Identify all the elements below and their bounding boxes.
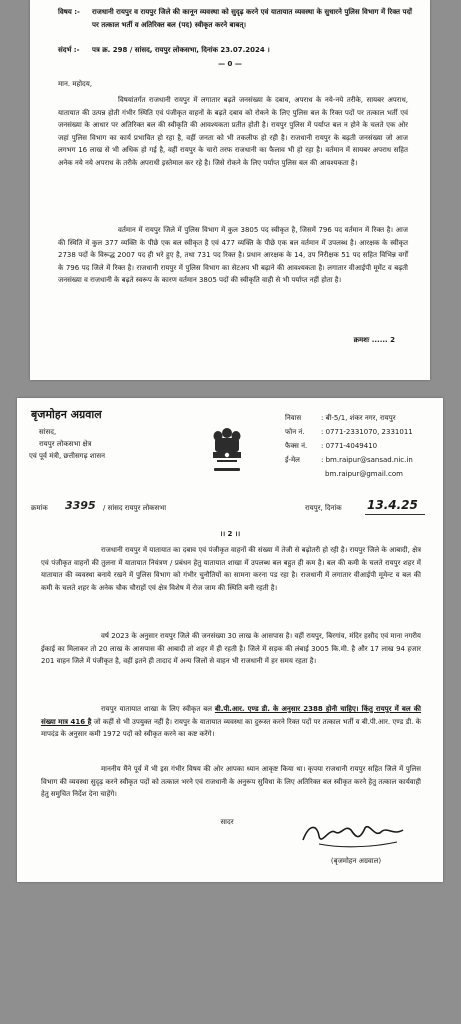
- subject-text: राजधानी रायपुर व रायपुर जिले की कानून व्यवस्था को सुदृढ़ करने एवं यातायात व्यवस्था के सुधारने पुलिस विभाग में रिक्त पदों पर तत्काल भर्ती व अतिरिक्त बल (पद) स्वीकृत करने बाबत्।: [92, 8, 412, 29]
- paragraph-2: वर्ष 2023 के अनुसार रायपुर जिले की जनसंख्या 30 लाख के आसपास है। वहीं रायपुर, बिरगांव, मंदिर हसौद एवं माना नगरीय ईकाई का मिलाकर तो 20 लाख के आसपास की आबादी तो शहर में ही रहती है। जिले में सड़क की लंबाई 3005 कि.मी. है और 17 लाख 94 हजार 201 वाहन जिले में पंजीकृत है, वहीं इतने ही तादाद में अन्य जिलों से वाहन भी राजधानी में हर समय रहता है।: [41, 632, 421, 665]
- handwritten-signature: [299, 818, 407, 854]
- letter-page-2: [17, 398, 443, 882]
- national-emblem-icon: [209, 424, 245, 480]
- contact-label-phone: फोन नं.: [285, 428, 305, 436]
- ref-number-label: क्रमांक: [31, 504, 48, 512]
- contact-value-phone: : 0771-2331070, 2331011: [321, 428, 413, 436]
- paragraph-3-part-a: रायपुर यातायात शाखा के लिए स्वीकृत बल: [101, 705, 215, 713]
- contact-value-residence: : बी-5/1, शंकर नगर, रायपुर: [321, 414, 396, 422]
- date-underline: [365, 514, 425, 515]
- contact-value-email: : bm.raipur@sansad.nic.in: [321, 456, 413, 464]
- closing: सादर: [220, 818, 234, 826]
- paragraph-1: राजधानी रायपुर में यातायात का दबाव एवं पंजीकृत वाहनों की संख्या में तेजी से बढ़ोतरी हो रही है। रायपुर जिले के आबादी, क्षेत्र एवं पंजीकृत वाहनों की तुलना में यातायात नियंत्रण / प्रबंधन हेतु यातायात शाखा में उपलब्ध बल बहुत ही कम है। बल की कमी के चलते रायपुर शहर में यातायात की व्यवस्था बनाये रखने में पुलिस विभाग को गंभीर चुनौतियों का सामना करना पड रहा है। राजधानी में लगातार वीआईपी मूमेन्ट व बल की कमी के चलते शहर के अनेक चौक चौराहों एवं क्षेत्र विशेष में रोज जाम की स्थिति बनी रहती है।: [41, 546, 421, 592]
- sender-title-1: सांसद,: [39, 428, 57, 436]
- ref-number: 3395: [65, 499, 96, 512]
- reference-label: संदर्भ :-: [58, 46, 80, 54]
- salutation: मान. महोदय,: [58, 80, 93, 88]
- paragraph-3-highlight: बी.पी.आर. एण्ड डी. के अनुसार 2388 होनी चाहिए। किंतु रायपुर में बल की संख्या मात्र 416 है: [41, 705, 421, 726]
- contact-value-email-2: bm.raipur@gmail.com: [325, 470, 403, 478]
- subject-label: विषय :-: [58, 8, 80, 16]
- sender-title-3: एवं पूर्व मंत्री, छत्तीसगढ़ शासन: [29, 452, 105, 460]
- contact-label-email: ई-मेल: [285, 456, 300, 464]
- paragraph-4: माननीय मैंने पूर्व में भी इस गंभीर विषय की ओर आपका ध्यान आकृष्ट किया था। कृपया राजधानी रायपुर सहित जिले में पुलिस विभाग की व्यवस्था सुदृढ़ करने स्वीकृत पदों को तत्काल भरने एवं राजधानी के अनुरूप सुविधा के लिए अतिरिक्त बल स्वीकृत करने हेतु तत्काल कार्यवाही हेतु समुचित निर्देश देना चाहेंगे।: [41, 765, 421, 798]
- contact-label-residence: निवास: [285, 414, 302, 422]
- page-marker: ।। 2 ।।: [219, 530, 241, 538]
- place-date-label: रायपुर, दिनांक: [305, 504, 342, 512]
- contact-value-fax: : 0771-4049410: [321, 442, 378, 450]
- reference-text: पत्र क्र. 298 / सांसद, रायपुर लोकसभा, दिनांक 23.07.2024 ।: [92, 46, 270, 54]
- signer-name: (बृजमोहन अग्रवाल): [330, 857, 382, 865]
- paragraph-2: वर्तमान में रायपुर जिले में पुलिस विभाग में कुल 3805 पद स्वीकृत है, जिसमें 796 पद वर्तमान में रिक्त है। आज की स्थिति में कुल 377 व्यक्ति के पीछे एक बल स्वीकृत है एवं 477 व्यक्ति के पीछे एक बल वर्तमान में उपलब्ध है। आरक्षक के स्वीकृत 2738 पदों के विरूद्ध 2007 पद ही भरे हुए है, तथा 731 पद रिक्त है। प्रधान आरक्षक के 14, उप निरीक्षक 51 पद सहित विभिन्न वर्गों के 796 पद जिले में रिक्त है। राजधानी रायपुर में पुलिस विभाग का सेटअप भी बढ़ाने की आवश्यकता है। लगातार वीआईपी मूमेंट व बढ़ती जनसंख्या व राजधानी के बढ़ते स्वरूप के कारण वर्तमान 3805 पदों की स्वीकृति वाही से भी पर्याप्त नहीं होता है।: [58, 226, 408, 284]
- letter-page-1: [30, 0, 430, 380]
- separator: — 0 —: [218, 60, 242, 68]
- ref-office: / सांसद रायपुर लोकसभा: [103, 504, 167, 512]
- sender-title-2: रायपुर लोकसभा क्षेत्र: [39, 440, 92, 448]
- paragraph-1: विषयांतर्गत राजधानी रायपुर में लगातार बढ़ते जनसंख्या के दबाव, अपराध के नये-नये तरीके, सायबर अपराध, यातायात की उत्पन्न होती गंभीर स्थिति एवं पंजीकृत वाहनों के बढ़ते दबाव को रोकने के लिए पुलिस बल के रिक्त पदों पर तत्काल भर्ती एवं जनसंख्या के आधार पर अतिरिक्त बल की स्वीकृति की आवश्यकता प्रतीत होती है। रायपुर पुलिस में पर्याप्त बल न होने के चलते एक ओर जहां पुलिस विभाग का कार्य प्रभावित हो रहा है, वहीं जनता को भी तकलीफ हो रही है। राजधानी रायपुर के बढ़ती जनसंख्या जो आज लगभग 16 लाख से भी अधिक हो गई है, वहीं रायपुर के चारो तरफ राजधानी का फैलाव भी हो रहा है। वर्तमान में सायबर अपराध सहित अनेक नये नये अपराध के तरीके अपराधी इस्तेमाल कर रहे है। जिसे रोकने के लिए पर्याप्त पुलिस बल की आवश्यकता है।: [58, 96, 408, 167]
- continued-marker: क्रमशः ...... 2: [353, 336, 395, 344]
- paragraph-3: [41, 703, 421, 741]
- sender-name: बृजमोहन अग्रवाल: [31, 408, 102, 421]
- contact-label-fax: फैक्स नं.: [285, 442, 308, 450]
- letter-date: 13.4.25: [367, 498, 418, 512]
- paragraph-3-part-c: जो कहीं से भी उपयुक्त नहीं है। रायपुर के यातायात व्यवस्था का दुरूस्त करने रिक्त पदों पर तत्काल भर्ती व बी.पी.आर. एण्ड डी. के मापदंड के अनुसार कमी 1972 पदों को स्वीकृत करने का कष्ट करेंगे।: [41, 717, 422, 738]
